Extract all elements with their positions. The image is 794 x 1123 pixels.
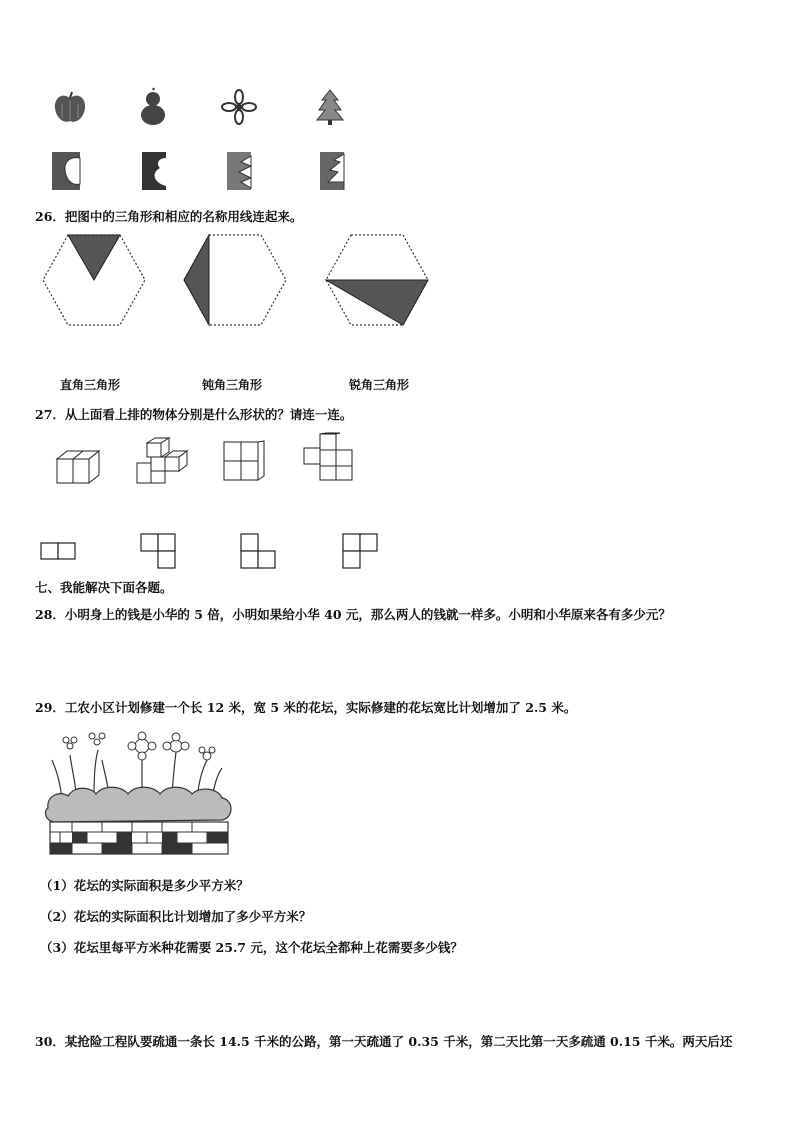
hexagon-right-triangle-figure [42,234,146,326]
question-29-part-2: （2）花坛的实际面积比计划增加了多少平方米？ [40,909,312,924]
cube-stack-4-figure [300,432,360,484]
top-view-option-2 [140,533,176,569]
cutout-apple-icon [50,150,82,192]
cube-stack-2-figure [135,437,190,487]
top-view-option-3 [240,533,276,569]
top-view-option-1 [40,542,76,560]
question-30: 30．某抢险工程队要疏通一条长 14.5 千米的公路，第一天疏通了 0.35 千米，第二天比第一天多疏通 0.15 千米。两天后还 [35,1034,733,1049]
label-obtuse-triangle: 钝角三角形 [202,378,263,392]
question-27: 27．从上面看上排的物体分别是什么形状的？请连一连。 [35,407,353,422]
apple-icon [52,90,88,126]
question-29-part-3: （3）花坛里每平方米种花需要 25.7 元，这个花坛全都种上花需要多少钱？ [40,940,463,955]
cutout-tree-icon [318,150,346,192]
cutout-gourd-icon [140,150,168,192]
cube-stack-3-figure [222,440,266,484]
question-29-part-1: （1）花坛的实际面积是多少平方米？ [40,878,249,893]
question-26: 26．把图中的三角形和相应的名称用线连起来。 [35,209,303,224]
cube-stack-1-figure [55,445,105,485]
section-7-heading: 七、我能解决下面各题。 [35,580,173,595]
question-28: 28．小明身上的钱是小华的 5 倍，小明如果给小华 40 元，那么两人的钱就一样多。小明和小华原来各有多少元？ [35,607,671,622]
hexagon-acute-triangle-figure [325,234,429,326]
tree-icon [316,88,344,126]
cutout-flower-icon [225,150,253,192]
flower-bed-illustration [42,730,237,860]
top-view-option-4 [342,533,378,569]
question-29: 29．工农小区计划修建一个长 12 米，宽 5 米的花坛，实际修建的花坛宽比计划增加了 2.5 米。 [35,700,577,715]
gourd-icon [138,88,168,128]
flower-icon [222,90,256,124]
label-right-triangle: 直角三角形 [60,378,121,392]
label-acute-triangle: 锐角三角形 [349,378,410,392]
hexagon-obtuse-triangle-figure [183,234,287,326]
